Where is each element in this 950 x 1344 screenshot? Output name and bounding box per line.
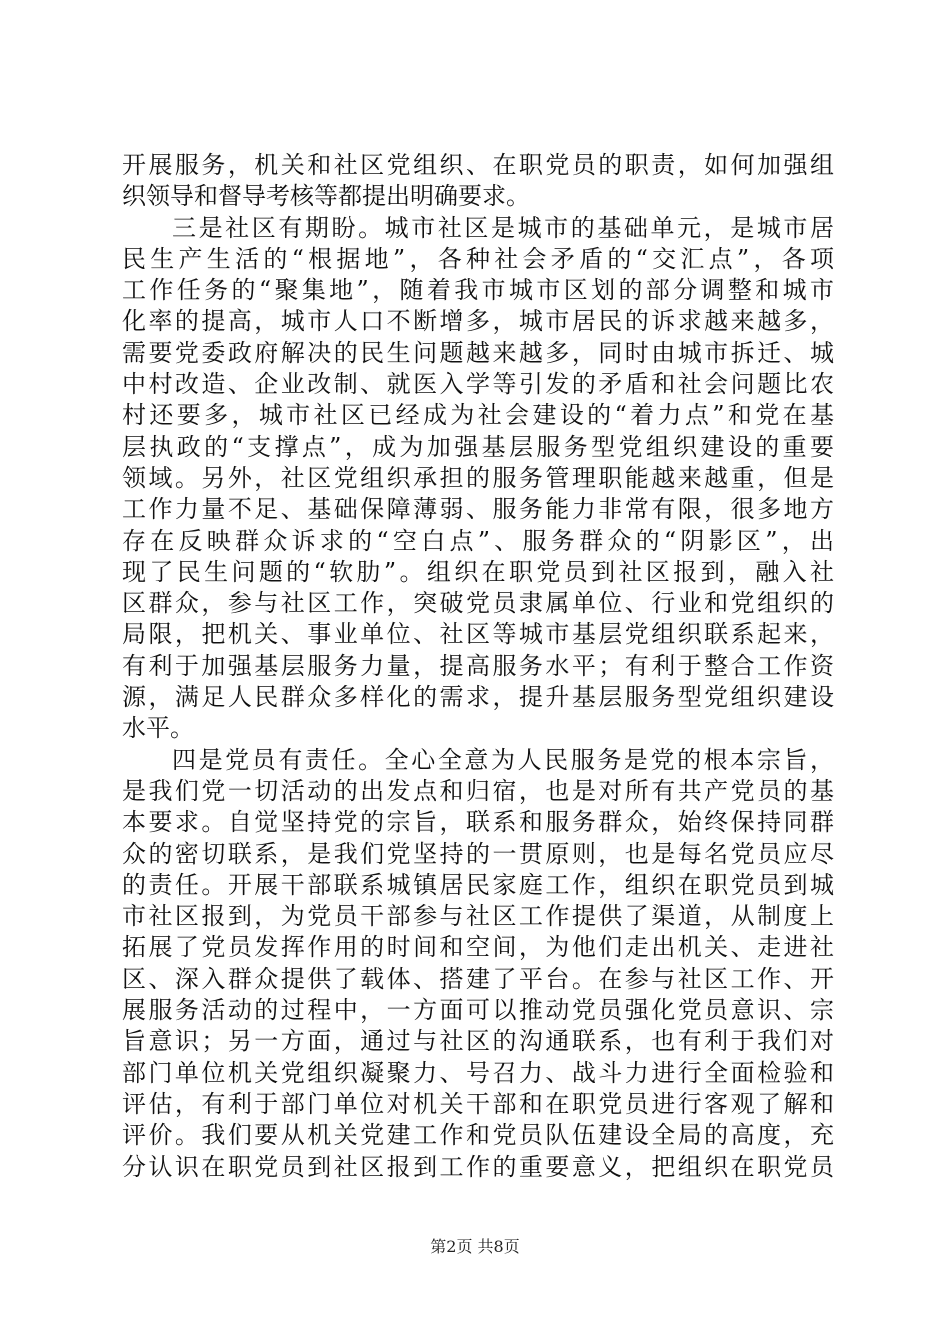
text-line: 工作任务的“聚集地”，随着我市城市区划的部分调整和城市 bbox=[122, 276, 834, 305]
text-line: 市社区报到，为党员干部参与社区工作提供了渠道，从制度上 bbox=[122, 902, 834, 931]
text-line: 本要求。自觉坚持党的宗旨，联系和服务群众，始终保持同群 bbox=[122, 808, 834, 837]
text-line: 评估，有利于部门单位对机关干部和在职党员进行客观了解和 bbox=[122, 1089, 834, 1118]
text-line: 现了民生问题的“软肋”。组织在职党员到社区报到，融入社 bbox=[122, 557, 834, 586]
text-line: 区群众，参与社区工作，突破党员隶属单位、行业和党组织的 bbox=[122, 589, 834, 618]
text-line: 民生产生活的“根据地”，各种社会矛盾的“交汇点”，各项 bbox=[122, 244, 834, 273]
text-line: 村还要多，城市社区已经成为社会建设的“着力点”和党在基 bbox=[122, 401, 834, 430]
text-line: 展服务活动的过程中，一方面可以推动党员强化党员意识、宗 bbox=[122, 996, 834, 1025]
text-line: 化率的提高，城市人口不断增多，城市居民的诉求越来越多， bbox=[122, 307, 834, 336]
text-line: 拓展了党员发挥作用的时间和空间，为他们走出机关、走进社 bbox=[122, 933, 834, 962]
body-text bbox=[122, 150, 834, 1183]
text-line: 是我们党一切活动的出发点和归宿，也是对所有共产党员的基 bbox=[122, 776, 834, 805]
text-line: 部门单位机关党组织凝聚力、号召力、战斗力进行全面检验和 bbox=[122, 1058, 834, 1087]
text-line: 有利于加强基层服务力量，提高服务水平；有利于整合工作资 bbox=[122, 651, 834, 680]
text-line: 需要党委政府解决的民生问题越来越多，同时由城市拆迁、城 bbox=[122, 338, 834, 367]
text-line: 源，满足人民群众多样化的需求，提升基层服务型党组织建设 bbox=[122, 683, 834, 712]
page-footer: 第2页 共8页 bbox=[430, 1237, 520, 1256]
text-line: 存在反映群众诉求的“空白点”、服务群众的“阴影区”，出 bbox=[122, 526, 834, 555]
text-line: 层执政的“支撑点”，成为加强基层服务型党组织建设的重要 bbox=[122, 432, 834, 461]
text-line: 三是社区有期盼。城市社区是城市的基础单元，是城市居 bbox=[172, 213, 834, 242]
text-line: 中村改造、企业改制、就医入学等引发的矛盾和社会问题比农 bbox=[122, 370, 834, 399]
text-line: 评价。我们要从机关党建工作和党员队伍建设全局的高度，充 bbox=[122, 1121, 834, 1150]
text-line: 工作力量不足、基础保障薄弱、服务能力非常有限，很多地方 bbox=[122, 495, 834, 524]
text-line: 水平。 bbox=[122, 714, 194, 743]
text-line: 区、深入群众提供了载体、搭建了平台。在参与社区工作、开 bbox=[122, 964, 834, 993]
text-line: 旨意识；另一方面，通过与社区的沟通联系，也有利于我们对 bbox=[122, 1027, 834, 1056]
text-line: 四是党员有责任。全心全意为人民服务是党的根本宗旨， bbox=[172, 745, 834, 774]
text-line: 的责任。开展干部联系城镇居民家庭工作，组织在职党员到城 bbox=[122, 870, 834, 899]
text-line: 开展服务，机关和社区党组织、在职党员的职责，如何加强组 bbox=[122, 151, 834, 179]
text-line: 织领导和督导考核等都提出明确要求。 bbox=[122, 182, 530, 211]
text-line: 局限，把机关、事业单位、社区等城市基层党组织联系起来， bbox=[122, 620, 834, 649]
text-line: 众的密切联系，是我们党坚持的一贯原则，也是每名党员应尽 bbox=[122, 839, 834, 868]
text-line: 分认识在职党员到社区报到工作的重要意义，把组织在职党员 bbox=[122, 1152, 834, 1181]
text-line: 领域。另外，社区党组织承担的服务管理职能越来越重，但是 bbox=[122, 463, 834, 492]
